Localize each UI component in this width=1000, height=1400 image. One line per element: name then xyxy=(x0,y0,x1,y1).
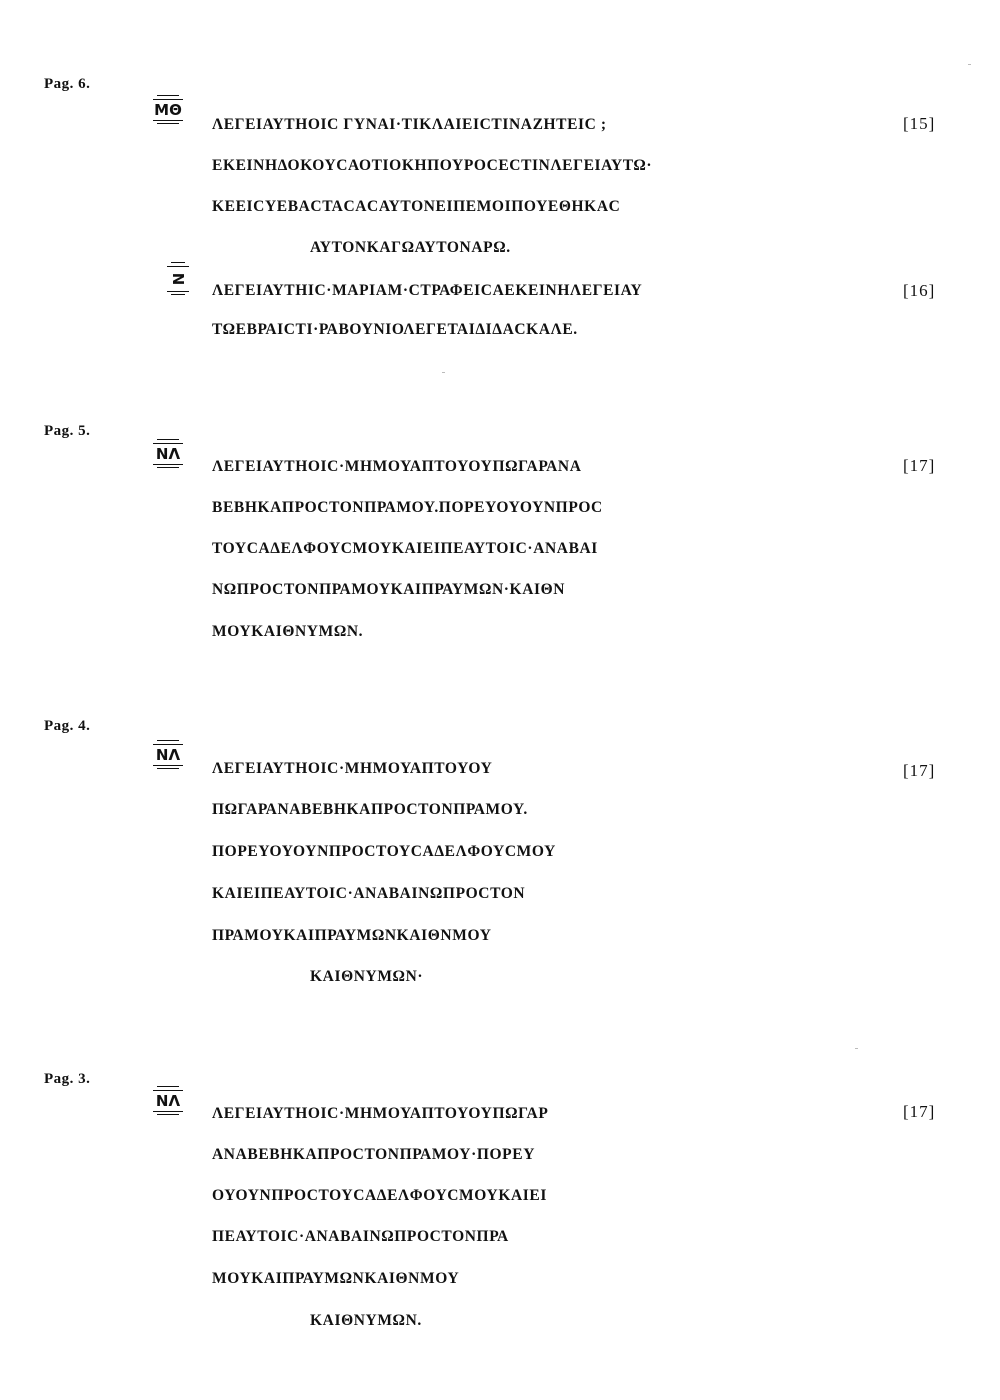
section-marker xyxy=(146,97,190,123)
marker-text: Ν xyxy=(169,272,187,286)
verse-reference: [17] xyxy=(903,761,936,780)
marker-text: ΜΘ xyxy=(154,101,182,119)
page-label: Pag. 3. xyxy=(44,1071,91,1087)
text-line: ΠΩΓΑΡΑΝΑΒΕΒΗΚΑΠΡΟCΤΟΝΠΡΑΜΟΥ. xyxy=(212,801,528,818)
subsection-marker xyxy=(160,264,196,294)
text-line: ΛΕΓΕΙΑΥΤΗΟΙC·ΜΗΜΟΥΑΠΤΟΥΟΥΠΩΓΑΡΑΝΑ xyxy=(212,458,582,475)
text-line: ΠΕΑΥΤΟΙC·ΑΝΑΒΑΙΝΩΠΡΟCΤΟΝΠΡΑ xyxy=(212,1228,509,1245)
scan-speck xyxy=(442,372,445,373)
text-line: ΤΩΕΒΡΑΙCΤΙ·ΡΑΒΟΥΝΙΟΛΕΓΕΤΑΙΔΙΔΑCΚΑΛΕ. xyxy=(212,321,578,338)
page-label: Pag. 4. xyxy=(44,718,91,734)
verse-reference: [17] xyxy=(903,1102,936,1121)
section-marker xyxy=(146,1088,190,1114)
text-line: ΜΟΥΚΑΙΠΡΑΥΜΩΝΚΑΙΘΝΜΟΥ xyxy=(212,1270,460,1287)
marker-underline xyxy=(146,118,190,123)
text-line: ΛΕΓΕΙΑΥΤΗΟΙC·ΜΗΜΟΥΑΠΤΟΥΟΥΠΩΓΑΡ xyxy=(212,1105,549,1122)
verse-reference: [15] xyxy=(903,114,936,133)
marker-underline xyxy=(146,462,190,467)
section-marker xyxy=(146,742,190,768)
scan-speck xyxy=(968,64,971,65)
text-line: ΛΕΓΕΙΑΥΤΗΟΙC ΓΥΝΑΙ·ΤΙΚΛΑΙΕΙCΤΙΝΑΖΗΤΕΙC ; xyxy=(212,116,607,133)
marker-overline xyxy=(146,742,190,747)
text-line: ΠΟΡΕΥΟΥΟΥΝΠΡΟCΤΟΥCΑΔΕΛΦΟΥCΜΟΥ xyxy=(212,843,556,860)
scan-speck xyxy=(855,1048,858,1049)
marker-underline xyxy=(146,1109,190,1114)
marker-text: ΝΛ xyxy=(155,746,181,764)
text-line: ΛΕΓΕΙΑΥΤΗΟΙC·ΜΗΜΟΥΑΠΤΟΥΟΥ xyxy=(212,760,493,777)
page-label: Pag. 5. xyxy=(44,423,91,439)
text-line: ΚΕΕΙCΥΕΒΑCΤΑCΑCΑΥΤΟΝΕΙΠΕΜΟΙΠΟΥΕΘΗΚΑC xyxy=(212,198,621,215)
text-line: ΤΟΥCΑΔΕΛΦΟΥCΜΟΥΚΑΙΕΙΠΕΑΥΤΟΙC·ΑΝΑΒΑΙ xyxy=(212,540,598,557)
text-line: ΛΕΓΕΙΑΥΤΗΙC·ΜΑΡΙΑΜ·CΤΡΑΦΕΙCΑΕΚΕΙΝΗΛΕΓΕΙΑΥ xyxy=(212,282,643,299)
verse-reference: [16] xyxy=(903,281,936,300)
text-line: ΝΩΠΡΟCΤΟΝΠΡΑΜΟΥΚΑΙΠΡΑΥΜΩΝ·ΚΑΙΘΝ xyxy=(212,581,566,598)
text-line: ΑΝΑΒΕΒΗΚΑΠΡΟCΤΟΝΠΡΑΜΟΥ·ΠΟΡΕΥ xyxy=(212,1146,535,1163)
text-line: ΕΚΕΙΝΗΔΟΚΟΥCΑΟΤΙΟΚΗΠΟΥΡΟCΕCΤΙΝΛΕΓΕΙΑΥΤΩ· xyxy=(212,157,653,174)
marker-overline xyxy=(146,441,190,446)
text-line: ΚΑΙΘΝΥΜΩΝ. xyxy=(310,1312,422,1329)
text-line: ΚΑΙΘΝΥΜΩΝ· xyxy=(310,968,424,985)
text-line: ΚΑΙΕΙΠΕΑΥΤΟΙC·ΑΝΑΒΑΙΝΩΠΡΟCΤΟΝ xyxy=(212,885,526,902)
page-label: Pag. 6. xyxy=(44,76,91,92)
marker-underline xyxy=(160,289,196,294)
section-marker xyxy=(146,441,190,467)
marker-text: ΝΛ xyxy=(155,1092,181,1110)
marker-text: ΝΛ xyxy=(155,445,181,463)
text-line: ΑΥΤΟΝΚΑΓΩΑΥΤΟΝΑΡΩ. xyxy=(310,239,511,256)
text-line: ΜΟΥΚΑΙΘΝΥΜΩΝ. xyxy=(212,623,364,640)
text-line: ΠΡΑΜΟΥΚΑΙΠΡΑΥΜΩΝΚΑΙΘΝΜΟΥ xyxy=(212,927,492,944)
text-line: ΒΕΒΗΚΑΠΡΟCΤΟΝΠΡΑΜΟΥ.ΠΟΡΕΥΟΥΟΥΝΠΡΟC xyxy=(212,499,603,516)
marker-overline xyxy=(146,1088,190,1093)
marker-overline xyxy=(146,97,190,102)
text-line: ΟΥΟΥΝΠΡΟCΤΟΥCΑΔΕΛΦΟΥCΜΟΥΚΑΙΕΙ xyxy=(212,1187,547,1204)
verse-reference: [17] xyxy=(903,456,936,475)
marker-underline xyxy=(146,763,190,768)
